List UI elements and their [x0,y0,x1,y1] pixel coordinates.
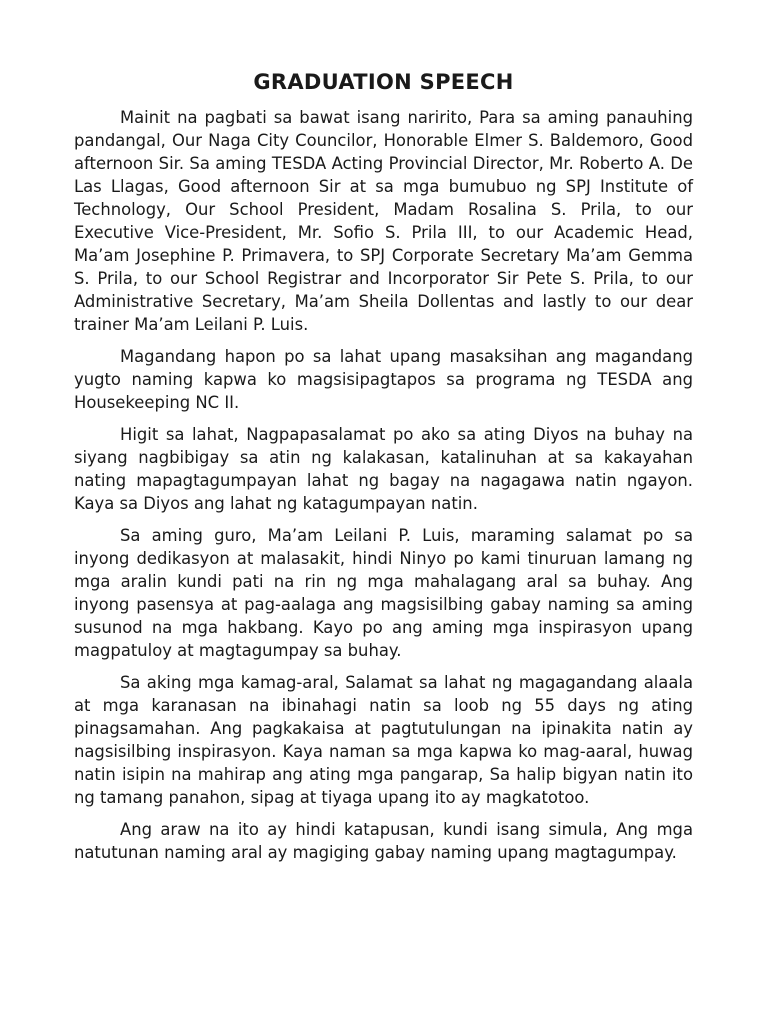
paragraph-classmates: Sa aking mga kamag-aral, Salamat sa lahat ng magagandang alaala at mga karanasan na ibinahagi natin sa loob ng 55 days ng ating pinagsamahan. Ang pagkakaisa at pagtutulungan na ipinakita natin ay nagsisilbing inspirasyon. Kaya naman sa mga kapwa ko mag-aaral, huwag natin isipin na mahirap ang ating mga pangarap, Sa halip bigyan natin ito ng tamang panahon, sipag at tiyaga upang ito ay magkatotoo. [74,673,693,807]
paragraph-thanks-god: Higit sa lahat, Nagpapasalamat po ako sa ating Diyos na buhay na siyang nagbibigay sa atin ng kalakasan, katalinuhan at sa kakayahan nating mapagtagumpayan lahat ng bagay na nagagawa natin ngayon. Kaya sa Diyos ang lahat ng katagumpayan natin. [74,425,693,513]
paragraph-good-afternoon: Magandang hapon po sa lahat upang masaksihan ang magandang yugto naming kapwa ko magsisipagtapos sa programa ng TESDA ang Housekeeping NC II. [74,347,693,412]
document-title: GRADUATION SPEECH [253,70,514,94]
paragraph-greeting: Mainit na pagbati sa bawat isang naririto, Para sa aming panauhing pandangal, Our Naga City Councilor, Honorable Elmer S. Baldemoro, Good afternoon Sir. Sa aming TESDA Acting Provincial Director, Mr. Roberto A. De Las Llagas, Good afternoon Sir at sa mga bumubuo ng SPJ Institute of Technology, Our School President, Madam Rosalina S. Prila, to our Executive Vice-President, Mr. Sofio S. Prila III, to our Academic Head, Ma’am Josephine P. Primavera, to SPJ Corporate Secretary Ma’am Gemma S. Prila, to our School Registrar and Incorporator Sir Pete S. Prila, to our Administrative Secretary, Ma’am Sheila Dollentas and lastly to our dear trainer Ma’am Leilani P. Luis. [74,108,693,334]
document-page [74,68,693,873]
paragraph-closing: Ang araw na ito ay hindi katapusan, kundi isang simula, Ang mga natutunan naming aral ay magiging gabay naming upang magtagumpay. [74,820,693,862]
paragraph-thanks-teacher: Sa aming guro, Ma’am Leilani P. Luis, maraming salamat po sa inyong dedikasyon at malasakit, hindi Ninyo po kami tinuruan lamang ng mga aralin kundi pati na rin ng mga mahalagang aral sa buhay. Ang inyong pasensya at pag-aalaga ang magsisilbing gabay naming sa aming susunod na mga hakbang. Kayo po ang aming mga inspirasyon upang magpatuloy at magtagumpay sa buhay. [74,526,693,660]
